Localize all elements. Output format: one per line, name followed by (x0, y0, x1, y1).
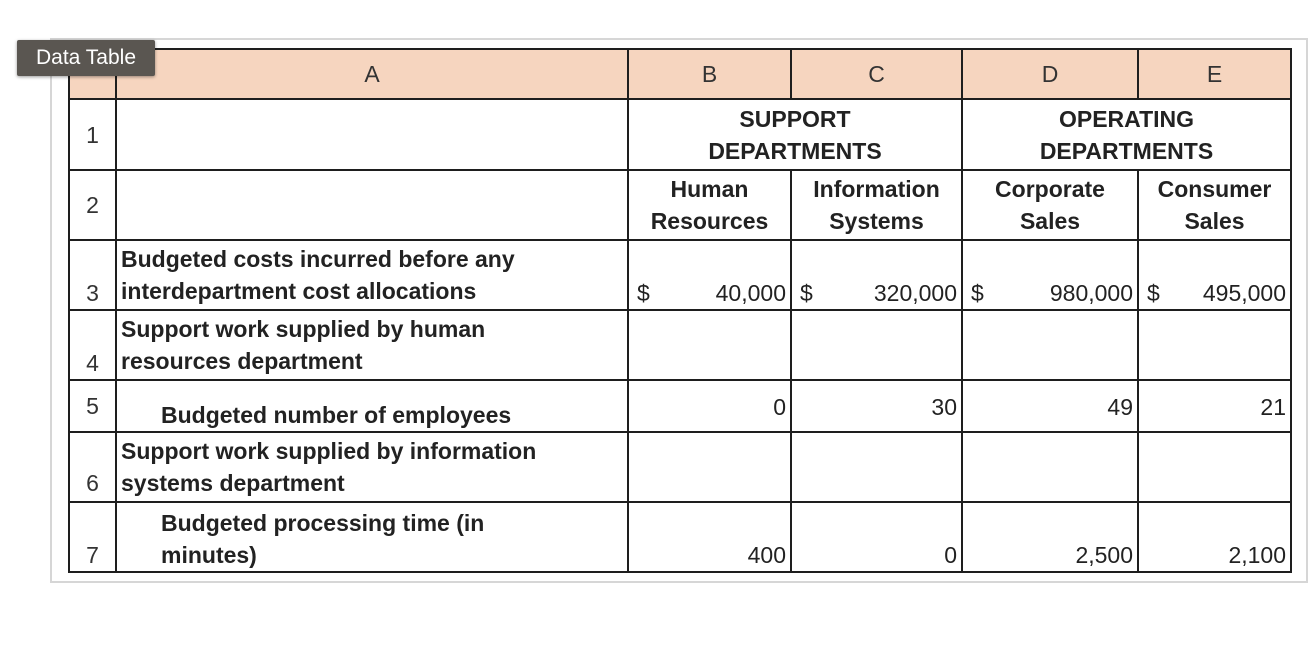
cell-a1 (116, 99, 628, 170)
e2-line1: Consumer (1157, 176, 1272, 202)
e2-line2: Sales (1184, 208, 1245, 234)
cell-b5: 0 (628, 380, 791, 432)
operating-departments-header (962, 99, 1291, 170)
cell-b6 (628, 432, 791, 502)
a4-line2: resources department (121, 348, 363, 374)
cell-a6 (116, 432, 628, 502)
support-departments-header (628, 99, 962, 170)
currency-symbol: $ (637, 280, 650, 306)
cell-a4 (116, 310, 628, 380)
cell-e5: 21 (1138, 380, 1291, 432)
cell-d6 (962, 432, 1138, 502)
cell-c4 (791, 310, 962, 380)
cell-value: 40,000 (715, 280, 786, 306)
table-row (69, 502, 1291, 572)
cell-b2 (628, 170, 791, 240)
row-number: 1 (69, 99, 116, 170)
a7-line2: minutes) (161, 542, 257, 568)
table-row (69, 240, 1291, 310)
column-header-c: C (791, 49, 962, 99)
a3-line2: interdepartment cost allocations (121, 278, 477, 304)
cell-a2 (116, 170, 628, 240)
cell-d5: 49 (962, 380, 1138, 432)
cell-e6 (1138, 432, 1291, 502)
row-number: 6 (69, 432, 116, 502)
table-row (69, 432, 1291, 502)
cell-c5: 30 (791, 380, 962, 432)
currency-symbol: $ (800, 280, 813, 306)
currency-symbol: $ (971, 280, 984, 306)
b2-line1: Human (670, 176, 749, 202)
cell-a3 (116, 240, 628, 310)
cell-e3 (1138, 240, 1291, 310)
cell-b4 (628, 310, 791, 380)
support-line2: DEPARTMENTS (708, 137, 882, 164)
column-header-d: D (962, 49, 1138, 99)
a6-line1: Support work supplied by information (121, 438, 537, 464)
a4-line1: Support work supplied by human (121, 316, 486, 342)
cell-d3 (962, 240, 1138, 310)
currency-symbol: $ (1147, 280, 1160, 306)
operating-line1: OPERATING (1058, 105, 1195, 132)
cell-a7 (116, 502, 628, 572)
cell-e4 (1138, 310, 1291, 380)
operating-line2: DEPARTMENTS (1039, 137, 1214, 164)
table-row (69, 170, 1291, 240)
data-table-badge: Data Table (17, 40, 155, 76)
cell-c2 (791, 170, 962, 240)
table-row (69, 380, 1291, 432)
c2-line2: Systems (829, 208, 924, 234)
row-number: 5 (69, 380, 116, 432)
cell-a5: Budgeted number of employees (116, 380, 628, 432)
support-line1: SUPPORT (739, 105, 851, 132)
table-row (69, 310, 1291, 380)
cell-e7: 2,100 (1138, 502, 1291, 572)
cell-c6 (791, 432, 962, 502)
data-table (68, 48, 1292, 573)
cell-c3 (791, 240, 962, 310)
cell-value: 320,000 (873, 280, 957, 306)
cell-d7: 2,500 (962, 502, 1138, 572)
cell-d4 (962, 310, 1138, 380)
d2-line2: Sales (1019, 208, 1081, 234)
cell-e2 (1138, 170, 1291, 240)
row-number: 2 (69, 170, 116, 240)
cell-d2 (962, 170, 1138, 240)
cell-c7: 0 (791, 502, 962, 572)
row-number: 3 (69, 240, 116, 310)
b2-line2: Resources (650, 208, 769, 234)
cell-b7: 400 (628, 502, 791, 572)
a7-line1: Budgeted processing time (in (161, 510, 485, 536)
c2-line1: Information (813, 176, 940, 202)
a6-line2: systems department (121, 470, 345, 496)
column-header-e: E (1138, 49, 1291, 99)
row-number: 7 (69, 502, 116, 572)
d2-line1: Corporate (995, 176, 1105, 202)
table-row (69, 99, 1291, 170)
a3-line1: Budgeted costs incurred before any (121, 246, 515, 272)
cell-value: 495,000 (1202, 280, 1286, 306)
column-header-a: A (116, 49, 628, 99)
column-header-row (69, 49, 1291, 99)
cell-b3 (628, 240, 791, 310)
row-number: 4 (69, 310, 116, 380)
cell-value: 980,000 (1049, 280, 1133, 306)
column-header-b: B (628, 49, 791, 99)
